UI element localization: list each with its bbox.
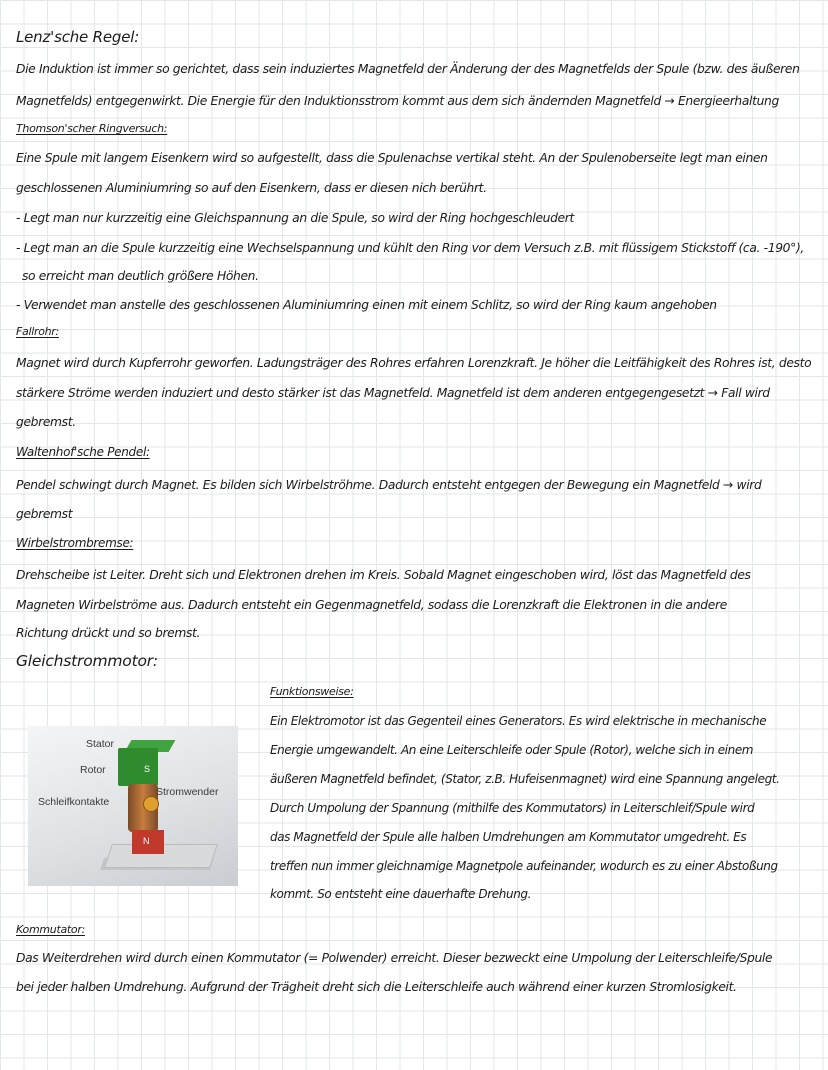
thomson-line-5: so erreicht man deutlich größere Höhen. (22, 269, 259, 283)
thomson-line-4: - Legt man an die Spule kurzzeitig eine Wechselspannung und kühlt den Ring vor dem Versuch z.B. mit flüssigem Stickstoff (ca. -190°), (16, 241, 804, 255)
heading-kommutator: Kommutator: (16, 923, 85, 936)
motor-line-4: Durch Umpolung der Spannung (mithilfe des Kommutators) in Leiterschleif/Spule wird (270, 801, 755, 815)
wirbel-line-1: Drehscheibe ist Leiter. Dreht sich und Elektronen drehen im Kreis. Sobald Magnet eingeschoben wird, löst das Magnetfeld des (16, 568, 751, 582)
heading-fallrohr: Fallrohr: (16, 325, 59, 338)
waltenhof-line-2: gebremst (16, 507, 73, 521)
motor-line-5: das Magnetfeld der Spule alle halben Umdrehungen am Kommutator umgedreht. Es (270, 830, 747, 844)
commutator-icon (143, 796, 159, 812)
motor-line-3: äußeren Magnetfeld befindet, (Stator, z.B. Hufeisenmagnet) wird eine Spannung angelegt. (270, 772, 780, 786)
pole-s-label: S (144, 764, 151, 774)
figure-label-stator: Stator (86, 738, 115, 750)
thomson-line-3: - Legt man nur kurzzeitig eine Gleichspannung an die Spule, so wird der Ring hochgeschleudert (16, 211, 574, 225)
heading-gleichstrommotor: Gleichstrommotor: (16, 652, 158, 670)
kommutator-line-1: Das Weiterdrehen wird durch einen Kommutator (= Polwender) erreicht. Dieser bezweckt eine Umpolung der Leiterschleife/Spule (16, 951, 773, 965)
heading-lenz: Lenz'sche Regel: (16, 28, 140, 46)
motor-line-7: kommt. So entsteht eine dauerhafte Drehung. (270, 887, 532, 901)
fallrohr-line-1: Magnet wird durch Kupferrohr geworfen. Ladungsträger des Rohres erfahren Lorenzkraft. Je höher die Leitfähigkeit des Rohres ist, desto (16, 356, 812, 370)
fallrohr-line-3: gebremst. (16, 415, 76, 429)
heading-wirbelstrombremse: Wirbelstrombremse: (16, 536, 134, 550)
thomson-line-2: geschlossenen Aluminiumring so auf den Eisenkern, dass er diesen nich berührt. (16, 181, 487, 195)
fallrohr-line-2: stärkere Ströme werden induziert und desto stärker ist das Magnetfeld. Magnetfeld ist dem anderen entgegengesetzt → Fall wird (16, 386, 770, 400)
heading-thomson: Thomson'scher Ringversuch: (16, 122, 168, 135)
kommutator-line-2: bei jeder halben Umdrehung. Aufgrund der Trägheit dreht sich die Leiterschleife auch während einer kurzen Stromlosigkeit. (16, 980, 737, 994)
figure-label-schleifkontakte: Schleifkontakte (38, 796, 110, 808)
motor-line-6: treffen nun immer gleichnamige Magnetpole aufeinander, wodurch es zu einer Abstoßung (270, 859, 778, 873)
waltenhof-line-1: Pendel schwingt durch Magnet. Es bilden sich Wirbelströhme. Dadurch entsteht entgegen der Bewegung ein Magnetfeld → wird (16, 478, 762, 492)
figure-label-stromwender: Stromwender (156, 786, 219, 798)
lenz-line-2: Magnetfelds) entgegenwirkt. Die Energie für den Induktionsstrom kommt aus dem sich ändernden Magnetfeld → Energieerhaltung (16, 94, 779, 108)
figure-label-rotor: Rotor (80, 764, 106, 776)
stator-magnet-north (132, 830, 164, 854)
dc-motor-illustration (28, 726, 238, 886)
stator-magnet-south (118, 748, 158, 786)
thomson-line-6: - Verwendet man anstelle des geschlossenen Aluminiumring einen mit einem Schlitz, so wird der Ring kaum angehoben (16, 298, 717, 312)
lenz-line-1: Die Induktion ist immer so gerichtet, dass sein induziertes Magnetfeld der Änderung der des Magnetfelds der Spule (bzw. des äußeren (16, 62, 800, 76)
pole-n-label: N (143, 836, 150, 846)
wirbel-line-2: Magneten Wirbelströme aus. Dadurch entsteht ein Gegenmagnetfeld, sodass die Lorenzkraft die Elektronen in die andere (16, 598, 727, 612)
motor-line-1: Ein Elektromotor ist das Gegenteil eines Generators. Es wird elektrische in mechanische (270, 714, 767, 728)
thomson-line-1: Eine Spule mit langem Eisenkern wird so aufgestellt, dass die Spulenachse vertikal steht. An der Spulenoberseite legt man einen (16, 151, 768, 165)
heading-waltenhof: Waltenhof'sche Pendel: (16, 445, 150, 459)
wirbel-line-3: Richtung drückt und so bremst. (16, 626, 201, 640)
heading-funktionsweise: Funktionsweise: (270, 685, 354, 698)
motor-line-2: Energie umgewandelt. An eine Leiterschleife oder Spule (Rotor), welche sich in einem (270, 743, 754, 757)
